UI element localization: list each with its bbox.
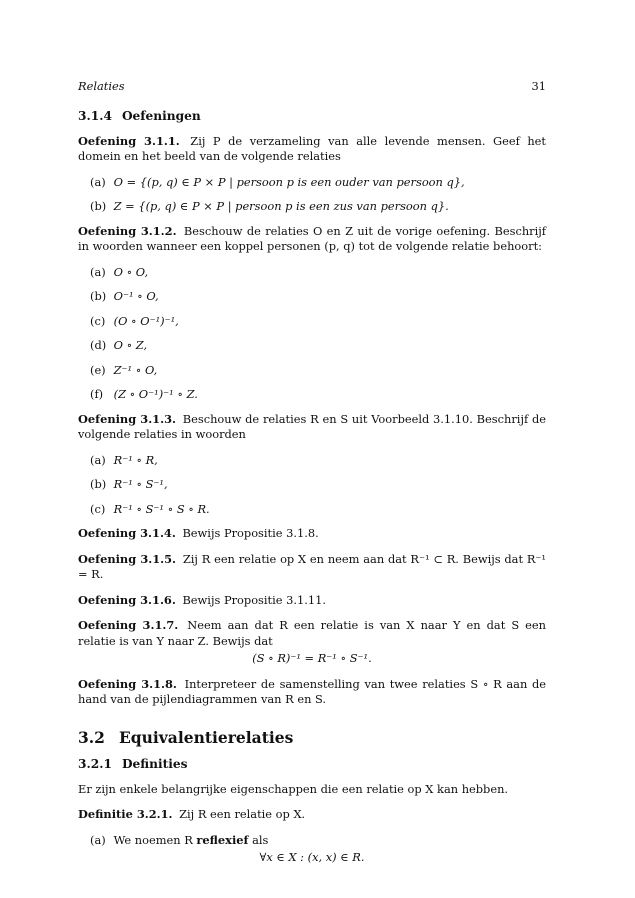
- item-text-before: We noemen R: [113, 832, 197, 847]
- intro-paragraph: Er zijn enkele belangrijke eigenschappen die een relatie op X kan hebben.: [78, 781, 509, 796]
- list-item: [78, 199, 546, 215]
- exercise-3-1-2: [78, 224, 546, 255]
- exercise-text: Bewijs Propositie 3.1.8.: [182, 526, 319, 540]
- definition-3-2-1: [78, 807, 546, 823]
- exercise-label: Oefening 3.1.1.: [78, 133, 180, 148]
- exercise-3-1-4: [78, 526, 546, 542]
- item-text: Z⁻¹ ∘ O,: [113, 362, 158, 377]
- exercise-3-1-2-items: [78, 265, 546, 403]
- display-equation: ∀x ∈ X : (x, x) ∈ R.: [259, 850, 365, 864]
- item-bold-term: reflexief: [196, 832, 249, 847]
- exercise-text: Bewijs Propositie 3.1.11.: [182, 592, 326, 607]
- item-tag: (a): [90, 452, 106, 467]
- exercise-label: Oefening 3.1.3.: [78, 411, 176, 426]
- item-text: O⁻¹ ∘ O,: [113, 289, 159, 303]
- exercise-label: Oefening 3.1.2.: [78, 223, 177, 238]
- definition-label: Definitie 3.2.1.: [78, 807, 173, 821]
- list-item: [78, 265, 546, 281]
- subsection-heading-definities: [78, 757, 546, 773]
- exercise-label: Oefening 3.1.7.: [78, 618, 179, 632]
- section-title: Equivalentierelaties: [118, 727, 294, 747]
- exercise-text: Neem aan dat R een relatie is van X naar Y en dat S een relatie is van Y naar Z. Bewijs dat: [78, 618, 546, 648]
- item-tag: (f): [90, 387, 104, 401]
- running-title: Relaties: [78, 79, 125, 93]
- exercise-3-1-1: [78, 134, 546, 165]
- exercise-3-1-6: [78, 593, 546, 609]
- item-text: O ∘ Z,: [113, 338, 148, 352]
- subsection-number: 3.1.4: [78, 109, 112, 123]
- subsection-heading-oefeningen: [78, 109, 546, 125]
- list-item: [78, 175, 546, 191]
- exercise-3-1-7: [78, 618, 546, 649]
- list-item: [78, 363, 546, 379]
- subsection-number: 3.2.1: [78, 757, 112, 771]
- exercise-text: Beschouw de relaties O en Z uit de vorige oefening. Beschrijf in woorden wanneer een koppel personen (p, q) tot de volgende relatie behoort:: [78, 223, 547, 253]
- exercise-3-1-1-items: [78, 175, 546, 215]
- item-tag: (b): [90, 477, 107, 491]
- item-tag: (c): [90, 501, 106, 516]
- exercise-3-1-5: [78, 552, 546, 583]
- item-text-after: als: [248, 832, 269, 847]
- item-text: Z = {(p, q) ∈ P × P | persoon p is een zus van persoon q}.: [113, 199, 449, 213]
- list-item: [78, 289, 546, 305]
- exercise-text: Beschouw de relaties R en S uit Voorbeeld 3.1.10. Beschrijf de volgende relaties in woorden: [78, 411, 546, 441]
- exercise-label: Oefening 3.1.4.: [78, 526, 176, 540]
- section-heading-equivalentierelaties: [78, 727, 546, 747]
- list-item: [78, 453, 546, 469]
- item-tag: (a): [90, 264, 106, 279]
- list-item: [78, 338, 546, 354]
- item-tag: (a): [90, 832, 106, 847]
- exercise-text: Interpreteer de samenstelling van twee relaties S ∘ R aan de hand van de pijlendiagrammen van R en S.: [78, 676, 546, 706]
- exercise-label: Oefening 3.1.6.: [78, 592, 176, 607]
- list-item: [78, 387, 546, 403]
- exercise-label: Oefening 3.1.8.: [78, 676, 177, 691]
- item-tag: (d): [90, 338, 107, 352]
- exercise-3-1-3-items: [78, 453, 546, 518]
- item-text: R⁻¹ ∘ S⁻¹ ∘ S ∘ R.: [113, 501, 210, 516]
- definition-text: Zij R een relatie op X.: [179, 807, 306, 821]
- item-tag: (a): [90, 174, 106, 189]
- page-number: 31: [531, 79, 546, 93]
- definition-item: [78, 833, 546, 849]
- running-header: [78, 79, 546, 95]
- subsection-title: Oefeningen: [121, 109, 201, 123]
- list-item: [78, 477, 546, 493]
- item-text: (Z ∘ O⁻¹)⁻¹ ∘ Z.: [113, 387, 198, 401]
- exercise-text: Zij R een relatie op X en neem aan dat R⁻¹ ⊂ R. Bewijs dat R⁻¹ = R.: [78, 551, 547, 581]
- item-tag: (b): [90, 289, 107, 303]
- exercise-text: Zij P de verzameling van alle levende mensen. Geef het domein en het beeld van de volgende relaties: [78, 133, 546, 163]
- section-number: 3.2: [78, 727, 105, 747]
- exercise-label: Oefening 3.1.5.: [78, 551, 176, 566]
- item-text: O ∘ O,: [113, 264, 149, 279]
- item-text: R⁻¹ ∘ S⁻¹,: [113, 477, 168, 491]
- exercise-3-1-3: [78, 412, 546, 443]
- item-text: O = {(p, q) ∈ P × P | persoon p is een ouder van persoon q},: [113, 174, 465, 189]
- item-text: (O ∘ O⁻¹)⁻¹,: [113, 313, 179, 328]
- list-item: [78, 314, 546, 330]
- list-item: [78, 502, 546, 518]
- item-tag: (b): [90, 199, 107, 213]
- item-tag: (c): [90, 313, 106, 328]
- item-tag: (e): [90, 362, 106, 377]
- subsection-title: Definities: [121, 757, 188, 771]
- item-text: R⁻¹ ∘ R,: [113, 452, 158, 467]
- display-equation: (S ∘ R)⁻¹ = R⁻¹ ∘ S⁻¹.: [252, 651, 372, 665]
- page-content: [78, 109, 546, 876]
- exercise-3-1-8: [78, 677, 546, 708]
